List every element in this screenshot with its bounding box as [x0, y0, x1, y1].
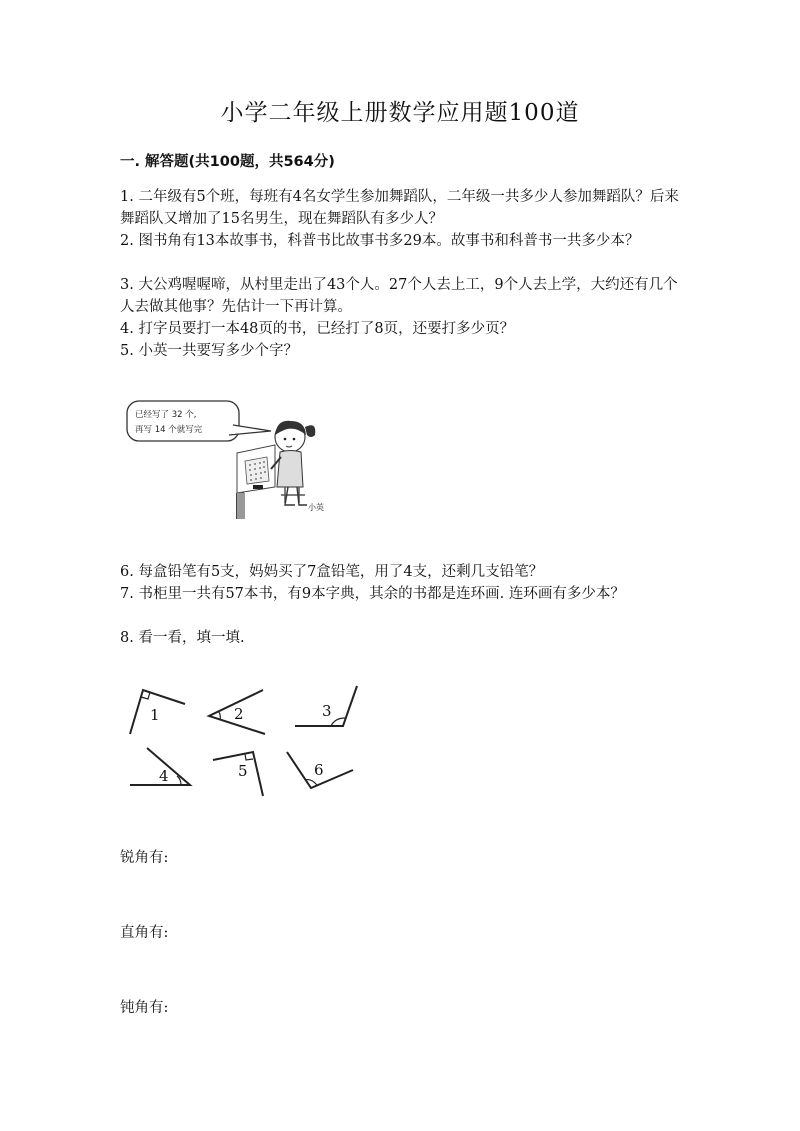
right-angles-label: 直角有:: [120, 925, 169, 941]
question-3: 3. 大公鸡喔喔啼，从村里走出了43个人。27个人去上工，9个人去上学，大约还有几个人去做其他事？先估计一下再计算。: [120, 277, 678, 315]
speech-bubble: [127, 401, 271, 441]
angle-label-3: 3: [322, 702, 332, 720]
angle-label-6: 6: [314, 761, 324, 779]
page-title: 小学二年级上册数学应用题100道: [220, 100, 580, 126]
question-4: 4. 打字员要打一本48页的书，已经打了8页，还要打多少页？: [120, 321, 515, 337]
question-2: 2. 图书角有13本故事书，科普书比故事书多29本。故事书和科普书一共多少本？: [120, 233, 640, 249]
angle-label-1: 1: [150, 706, 160, 724]
bubble-text-line2: 再写 14 个就写完: [135, 425, 203, 435]
angles-figure: [125, 678, 365, 803]
question-5-illustration: [125, 395, 340, 525]
question-5: 5. 小英一共要写多少个字？: [120, 343, 298, 359]
question-1: 1. 二年级有5个班，每班有4名女学生参加舞蹈队，二年级一共多少人参加舞蹈队？后来舞蹈队又增加了15名男生，现在舞蹈队有多少人？: [120, 189, 679, 227]
acute-angles-label: 锐角有:: [120, 850, 169, 866]
obtuse-angles-label: 钝角有:: [120, 1000, 169, 1016]
angle-label-5: 5: [238, 762, 248, 780]
question-7: 7. 书柜里一共有57本书，有9本字典，其余的书都是连环画. 连环画有多少本？: [120, 586, 625, 602]
bubble-text-line1: 已经写了 32 个,: [135, 410, 197, 420]
question-6: 6. 每盒铅笔有5支，妈妈买了7盒铅笔，用了4支，还剩几支铅笔？: [120, 564, 544, 580]
angle-label-2: 2: [234, 705, 244, 723]
name-tag: 小英: [308, 503, 324, 512]
section-heading: 一. 解答题(共100题，共564分): [120, 154, 335, 170]
angle-label-4: 4: [159, 767, 169, 785]
girl-writing-drawing: [237, 421, 315, 519]
question-8: 8. 看一看，填一填.: [120, 630, 245, 646]
